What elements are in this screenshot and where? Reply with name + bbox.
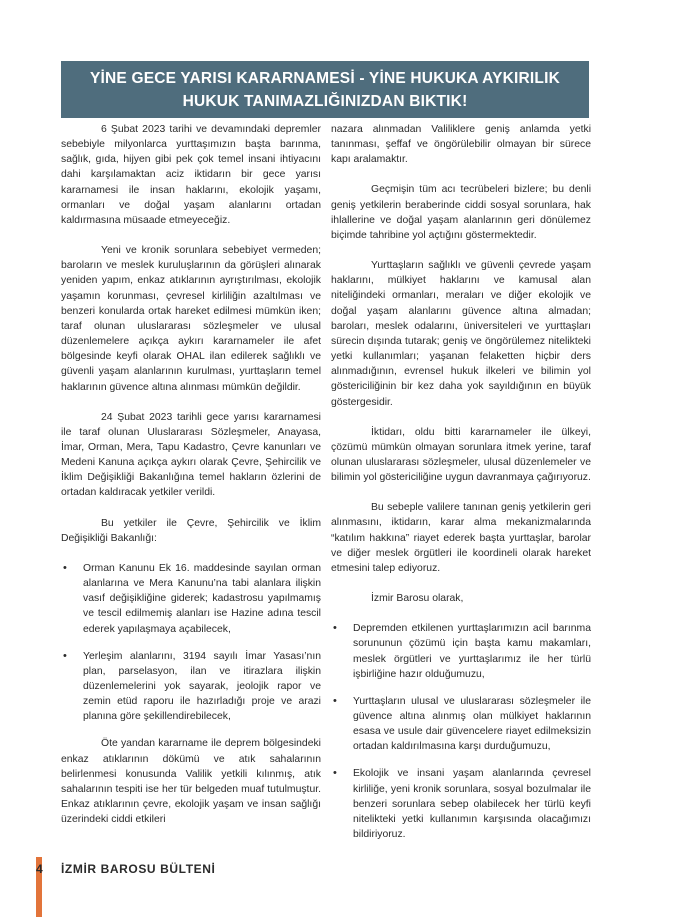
paragraph: nazara alınmadan Valiliklere geniş anlamda yetki tanınması, şeffaf ve öngörülebilir olmayan bir sürece kapı aralamaktır. [331, 124, 591, 166]
bullet-icon: • [63, 649, 67, 662]
list-item-text: Yerleşim alanlarını, 3194 sayılı İmar Yasası’nın plan, parselasyon, ilan ve itirazlara ilişkin düzenlemelerini yok sayarak, jeolojik rapor ve zemin etüd raporu ile hazırladığı proje ve arazi planına göre şekillendirebilecek, [83, 650, 321, 723]
list-item-text: Ekolojik ve insani yaşam alanlarında çevresel kirliliğe, yeni kronik sorunlara, sosyal bozulmalar ile benzeri sorunlara sebep olabilecek her türlü keyfi nitelikteki yetki kullanımın karşısında olacağımızı bildiriyoruz. [353, 768, 591, 841]
bullet-icon: • [333, 694, 337, 707]
paragraph: 6 Şubat 2023 tarihi ve devamındaki depremler sebebiyle milyonlarca yurttaşımızın başta barınma, sağlık, gıda, hijyen gibi pek çok temel insani ihtiyacını dahi karşılamaktan aciz iktidarın bir gece yarısı kararnamesi ile insan haklarını, ekolojik yaşamı, ormanları ve doğal yaşam alanlarını ortadan kaldırmasına müsaade etmeyeceğiz. [61, 124, 321, 226]
paragraph: Öte yandan kararname ile deprem bölgesindeki enkaz atıklarının dökümü ve atık sahalarının belirlenmesi konusunda Valilik yetkili kılınmış, atık sahalarının tespiti ise her tür belgeden muaf tutulmuştur. Enkaz atıklarının çevre, ekolojik yaşam ve insan sağlığı üzerindeki ciddi etkileri [61, 738, 321, 826]
publication-name: İZMİR BAROSU BÜLTENİ [61, 862, 216, 876]
page-number: 4 [36, 862, 43, 876]
list-item-text: Yurttaşların ulusal ve uluslararası sözleşmeler ile güvence altına alınmış olan mülkiyet haklarının esasa ve usule dair güvencelere riayet edilmeksizin ortadan kaldırılmasına karşı durduğumuzu, [353, 695, 591, 753]
paragraph: İzmir Barosu olarak, [371, 593, 464, 605]
list-item [61, 561, 321, 637]
article-title-banner [61, 61, 589, 118]
bullet-icon: • [333, 622, 337, 635]
bullet-icon: • [63, 561, 67, 574]
paragraph: Bu yetkiler ile Çevre, Şehircilik ve İklim Değişikliği Bakanlığı: [61, 517, 321, 544]
bullet-icon: • [333, 767, 337, 780]
bullet-list [331, 621, 591, 842]
paragraph: İktidarı, oldu bitti kararnameler ile ülkeyi, çözümü mümkün olmayan sorunlara itmek yerine, taraf olunan uluslararası sözleşmeler, ulusal düzenlemeler ve bilimin yol göstericiliğine uygun davranmaya çağırıyoruz. [331, 426, 591, 484]
list-item [331, 621, 591, 682]
list-item-text: Depremden etkilenen yurttaşlarımızın acil barınma sorununun çözümü için başta kamu makamları, meslek örgütleri ve yurttaşlarımız ile her türlü işbirliğine hazır olduğumuzu, [353, 623, 591, 680]
list-item-text: Orman Kanunu Ek 16. maddesinde sayılan orman alanlarına ve Mera Kanunu’na tabi alanlara ilişkin vasıf değişikliğine giderek; kadastrosu yapılmamış ve tescil edilmemiş alanları ise Hazine adına tescil ederek yapılaşmaya açabilecek, [83, 562, 321, 635]
list-item [61, 649, 321, 725]
article-title-line-2: HUKUK TANIMAZLIĞINIZDAN BIKTIK! [182, 92, 468, 110]
paragraph: 24 Şubat 2023 tarihli gece yarısı kararnamesi ile taraf olunan Uluslararası Sözleşmeler, Anayasa, İmar, Orman, Mera, Tapu Kadastro, Çevre kanunları ve Medeni Kanuna açıkça aykırı olarak Çevre, Şehircilik ve İklim Değişikliği Bakanlığına temel hakların özlerini de ortadan kaldıracak yetkiler verildi. [61, 411, 321, 499]
paragraph: Geçmişin tüm acı tecrübeleri bizlere; bu denli geniş yetkilerin beraberinde ciddi sosyal sorunlara, hak ihlallerine ve doğal yaşam alanlarının geri dönülemez biçimde tahribine yol açtığını göstermektedir. [331, 184, 591, 241]
right-column [331, 122, 591, 854]
paragraph: Yurttaşların sağlıklı ve güvenli çevrede yaşam haklarını, mülkiyet haklarını ve kamusal alan niteliğindeki ormanları, meraları ve diğer ekolojik ve doğal yaşam alanlarını güvence altına almadan; baroları, meslek odalarını, üniversiteleri ve yurttaşları sürecin dışında tutarak; geniş ve öngörülemez nitelikteki yetki kullanımları; yaşanan felaketten hiçbir ders alınmadığının, evrensel hukuk ilkeleri ve bilimin yol göstericiliğinin bir kez daha yok sayıldığının en büyük göstergesidir. [331, 260, 591, 408]
article-title-line-1: YİNE GECE YARISI KARARNAMESİ - YİNE HUKUKA AYKIRILIK [89, 69, 561, 87]
paragraph: Yeni ve kronik sorunlara sebebiyet vermeden; baroların ve meslek kuruluşlarının da görüşleri alınarak yeniden yapım, enkaz atıklarının ayrıştırılması, ekolojik yaşamın korunması, çevresel kirliliğin azaltılması ve benzeri konularda ortak hareket edilmesi mümkün iken; taraf olunan uluslararası sözleşmeler ve ulusal düzenlemelere açıkça aykırı kararnameler ile afet bölgesinde keyfi olarak OHAL ilan edilerek sağlıklı ve güvenli yaşam alanlarının kurulması, yurttaşların temel haklarının güvence altına alınması mümkün değildir. [61, 245, 321, 393]
list-item [331, 766, 591, 842]
list-item [331, 694, 591, 755]
left-column [61, 122, 321, 827]
paragraph: Bu sebeple valilere tanınan geniş yetkilerin geri alınmasını, iktidarın, karar alma mekanizmalarında “katılım hakkına” riayet ederek başta yurttaşlar, barolar ve diğer meslek örgütleri ile koordineli olarak hareket etmesini talep ediyoruz. [331, 502, 591, 574]
bullet-list [61, 561, 321, 725]
